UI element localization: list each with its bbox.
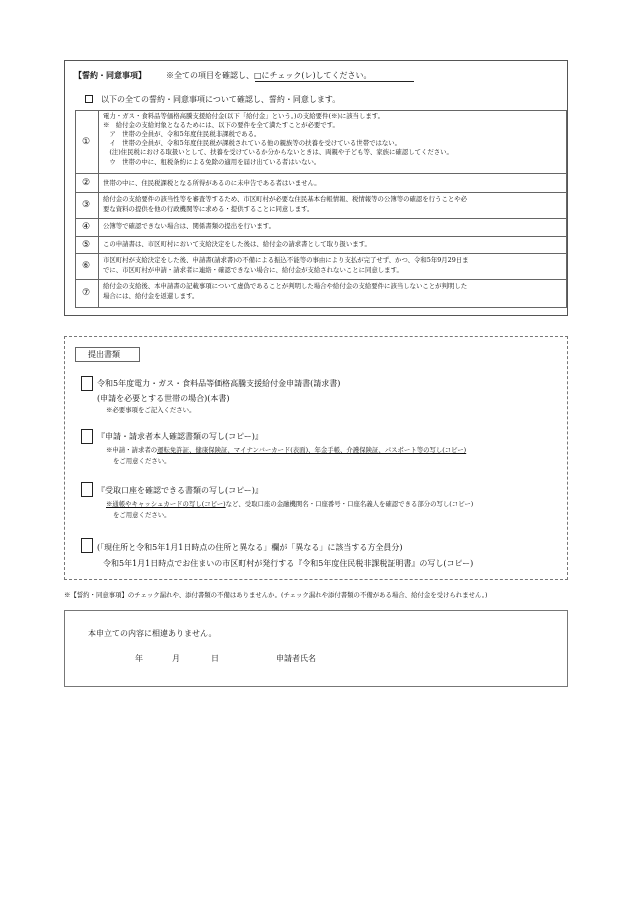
document-note-prefix: ※申請・請求者の	[106, 446, 158, 454]
document-checkbox[interactable]	[81, 482, 93, 497]
pledge-heading: 【誓約・同意事項】	[74, 70, 146, 80]
agree-checkbox[interactable]	[85, 95, 93, 103]
document-note	[106, 500, 473, 509]
document-checkbox[interactable]	[81, 376, 93, 391]
document-title: 『申請・請求者本人確認書類の写し(コピー)』	[97, 432, 263, 441]
declaration-text: 本申立ての内容に相違ありません。	[88, 629, 217, 638]
item-number: ④	[81, 222, 91, 232]
item-6-line: でに、市区町村が申請・請求者に連絡・確認できない場合に、給付金が支給されないことに同意します。	[103, 266, 403, 274]
item-3-line: 要な資料の提供を他の行政機関等に求める・提供することに同意します。	[103, 205, 314, 213]
item-1-line: イ 世帯の全員が、令和5年度住民税が課税されている他の親族等の扶養を受けている世帯ではない。	[103, 139, 402, 147]
row-divider	[75, 253, 567, 254]
document-note-underlined: 運転免許証、健康保険証、マイナンバーカード(表面)、年金手帳、介護保険証、パスポート等の写し(コピー)	[157, 446, 467, 454]
item-7-line: 給付金の支給後、本申請書の記載事項について虚偽であることが判明した場合や給付金の支給要件に該当しないことが判明した	[103, 282, 468, 290]
declaration-year: 年	[135, 654, 143, 663]
item-1-line: (注)住民税における取扱いとして、扶養を受けているか分からないときは、両親や子ども等、家族に確認してください。	[103, 148, 453, 156]
item-1-line: ※ 給付金の支給対象となるためには、以下の要件を全て満たすことが必要です。	[103, 121, 339, 129]
declaration-section	[64, 610, 568, 687]
declaration-day: 日	[211, 654, 219, 663]
document-checkbox[interactable]	[81, 538, 93, 553]
item-number: ①	[81, 137, 91, 147]
document-note-line2: をご用意ください。	[113, 457, 171, 465]
document-note-line2: をご用意ください。	[113, 511, 171, 519]
document-note	[106, 446, 466, 455]
footnote: ※【誓約・同意事項】のチェック漏れや、添付書類の不備はありませんか。(チェック漏れや添付書類の不備がある場合、給付金を受けられません。)	[64, 591, 488, 599]
document-title: (「現住所と令和5年1月1日時点の住所と異なる」欄が「異なる」に該当する方全員分)	[97, 543, 403, 552]
item-5-line: この申請書は、市区町村において支給決定をした後は、給付金の請求書として取り扱います。	[103, 240, 371, 248]
agree-line: 以下の全ての誓約・同意事項について確認し、誓約・同意します。	[101, 95, 341, 104]
document-title: 『受取口座を確認できる書類の写し(コピー)』	[97, 486, 263, 495]
document-note: ※必要事項をご記入ください。	[106, 406, 196, 414]
row-divider	[75, 236, 567, 237]
item-number: ⑤	[81, 240, 91, 250]
item-1-line: ウ 世帯の中に、租税条約による免除の適用を届け出ている者はいない。	[103, 158, 321, 166]
row-divider	[75, 279, 567, 280]
item-7-line: 場合には、給付金を返還します。	[103, 292, 199, 300]
item-6-line: 市区町村が支給決定をした後、申請書(請求書)の不備による振込不能等の事由により支払が完了せず、かつ、令和5年9月29日ま	[103, 256, 469, 264]
row-divider	[75, 173, 567, 174]
item-1-line: 電力・ガス・食料品等価格高騰支援給付金(以下「給付金」という。)の支給要件(※)に該当します。	[103, 112, 385, 120]
row-divider	[75, 218, 567, 219]
document-title: 令和5年度電力・ガス・食料品等価格高騰支援給付金申請書(請求書)	[97, 379, 341, 388]
document-title-line2: (申請を必要とする世帯の場合)(本書)	[97, 394, 230, 403]
applicant-name-label: 申請者氏名	[276, 654, 316, 663]
instruction-underline	[255, 81, 414, 82]
item-number: ⑥	[81, 261, 91, 271]
item-number: ③	[81, 200, 91, 210]
row-divider	[75, 192, 567, 193]
documents-heading: 提出書類	[88, 350, 120, 359]
document-title-line2: 令和5年1月1日時点でお住まいの市区町村が発行する『令和5年度住民税非課税証明書』の写し(コピー)	[103, 559, 474, 568]
document-note-suffix: など、受取口座の金融機関名・口座番号・口座名義人を確認できる部分の写し(コピー)	[225, 500, 474, 508]
document-note-underlined: ※通帳やキャッシュカードの写し(コピー)	[106, 500, 226, 508]
item-number: ⑦	[81, 288, 91, 298]
item-1-line: ア 世帯の全員が、令和5年度住民税非課税である。	[103, 130, 261, 138]
item-3-line: 給付金の支給要件の該当性等を審査等するため、市区町村が必要な住民基本台帳情報、税情報等の公簿等の確認を行うことや必	[103, 195, 468, 203]
document-checkbox[interactable]	[81, 429, 93, 444]
item-2-line: 世帯の中に、住民税課税となる所得があるのに未申告である者はいません。	[103, 179, 321, 187]
declaration-month: 月	[172, 654, 180, 663]
pledge-instruction: ※全ての項目を確認し、□にチェック(レ)してください。	[166, 71, 372, 80]
item-number: ②	[81, 178, 91, 188]
item-4-line: 公簿等で確認できない場合は、関係書類の提出を行います。	[103, 222, 276, 230]
